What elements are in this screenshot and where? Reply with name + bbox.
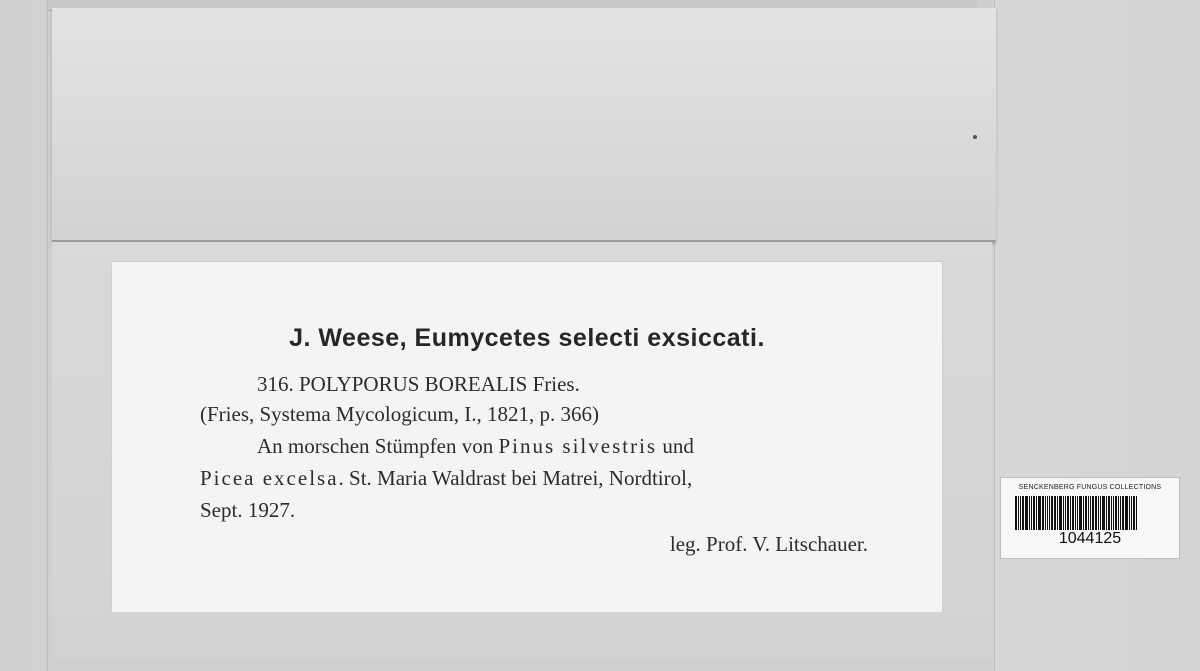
barcode-bar [1129,496,1130,530]
barcode-bar [1072,496,1074,530]
barcode-bar [1115,496,1117,530]
label-title: J. Weese, Eumycetes selecti exsiccati. [289,324,765,352]
habitat-text: An morschen Stümpfen von [257,434,499,458]
host-species: Pinus silvestris [498,434,658,458]
collector-line: leg. Prof. V. Litschauer. [669,532,868,556]
barcode-bar [1122,496,1124,530]
barcode-bar [1045,496,1046,530]
barcode-bar [1047,496,1048,530]
barcode-bar [1077,496,1078,530]
barcode-bar [1088,496,1089,530]
barcode-bar [1131,496,1132,530]
barcode-bar [1063,496,1064,530]
locality-line [200,466,692,491]
barcode-bar [1054,496,1056,530]
barcode-bar [1118,496,1119,530]
habitat-conj: und [657,434,694,458]
barcode-bar [1057,496,1058,530]
locality-text: . St. Maria Waldrast bei Matrei, Nordtirol, [338,466,693,490]
barcode-bar [1051,496,1053,530]
barcode-bar [1015,496,1017,530]
barcode-bar [1095,496,1097,530]
barcode-header: SENCKENBERG FUNGUS COLLECTIONS [1018,484,1162,491]
barcode-bar [1025,496,1028,530]
barcode-bar [1018,496,1019,530]
reference-line: (Fries, Systema Mycologicum, I., 1821, p. 366) [200,402,599,426]
barcode-bar [1092,496,1094,530]
barcode-bar [1059,496,1062,530]
barcode-bar [1070,496,1071,530]
barcode-bar [1022,496,1024,530]
barcode-bar [1106,496,1107,530]
barcode-bar [1090,496,1091,530]
barcode-bar [1042,496,1044,530]
species-line: 316. POLYPORUS BOREALIS Fries. [257,372,580,396]
barcode-bar [1031,496,1032,530]
barcode-bar [1136,496,1137,530]
barcode-bar [1100,496,1101,530]
barcode-bar [1075,496,1076,530]
host-species-2: Picea excelsa [200,466,339,490]
barcode-bar [1085,496,1087,530]
barcode-bar [1038,496,1041,530]
barcode-bar [1036,496,1037,530]
barcode-bar [1079,496,1082,530]
specimen-label [112,262,942,612]
barcode-bar [1067,496,1069,530]
barcode-bar [1029,496,1030,530]
pin-mark [973,135,977,139]
barcode-bar [1098,496,1099,530]
barcode-bar [1102,496,1105,530]
packet-flap [52,8,996,242]
habitat-line [257,434,694,459]
barcode-bar [1020,496,1021,530]
barcode-bar [1120,496,1121,530]
barcode-bar [1111,496,1112,530]
barcode-bar [1033,496,1035,530]
barcode-bar [1108,496,1110,530]
barcode-tag [1001,478,1179,558]
barcode-bar [1065,496,1066,530]
barcode-bar [1125,496,1128,530]
date-line: Sept. 1927. [200,498,296,522]
barcode-number: 1044125 [1058,530,1122,547]
barcode-bars [1015,496,1165,530]
barcode-bar [1133,496,1135,530]
barcode-bar [1049,496,1050,530]
barcode-bar [1113,496,1114,530]
barcode-bar [1083,496,1084,530]
